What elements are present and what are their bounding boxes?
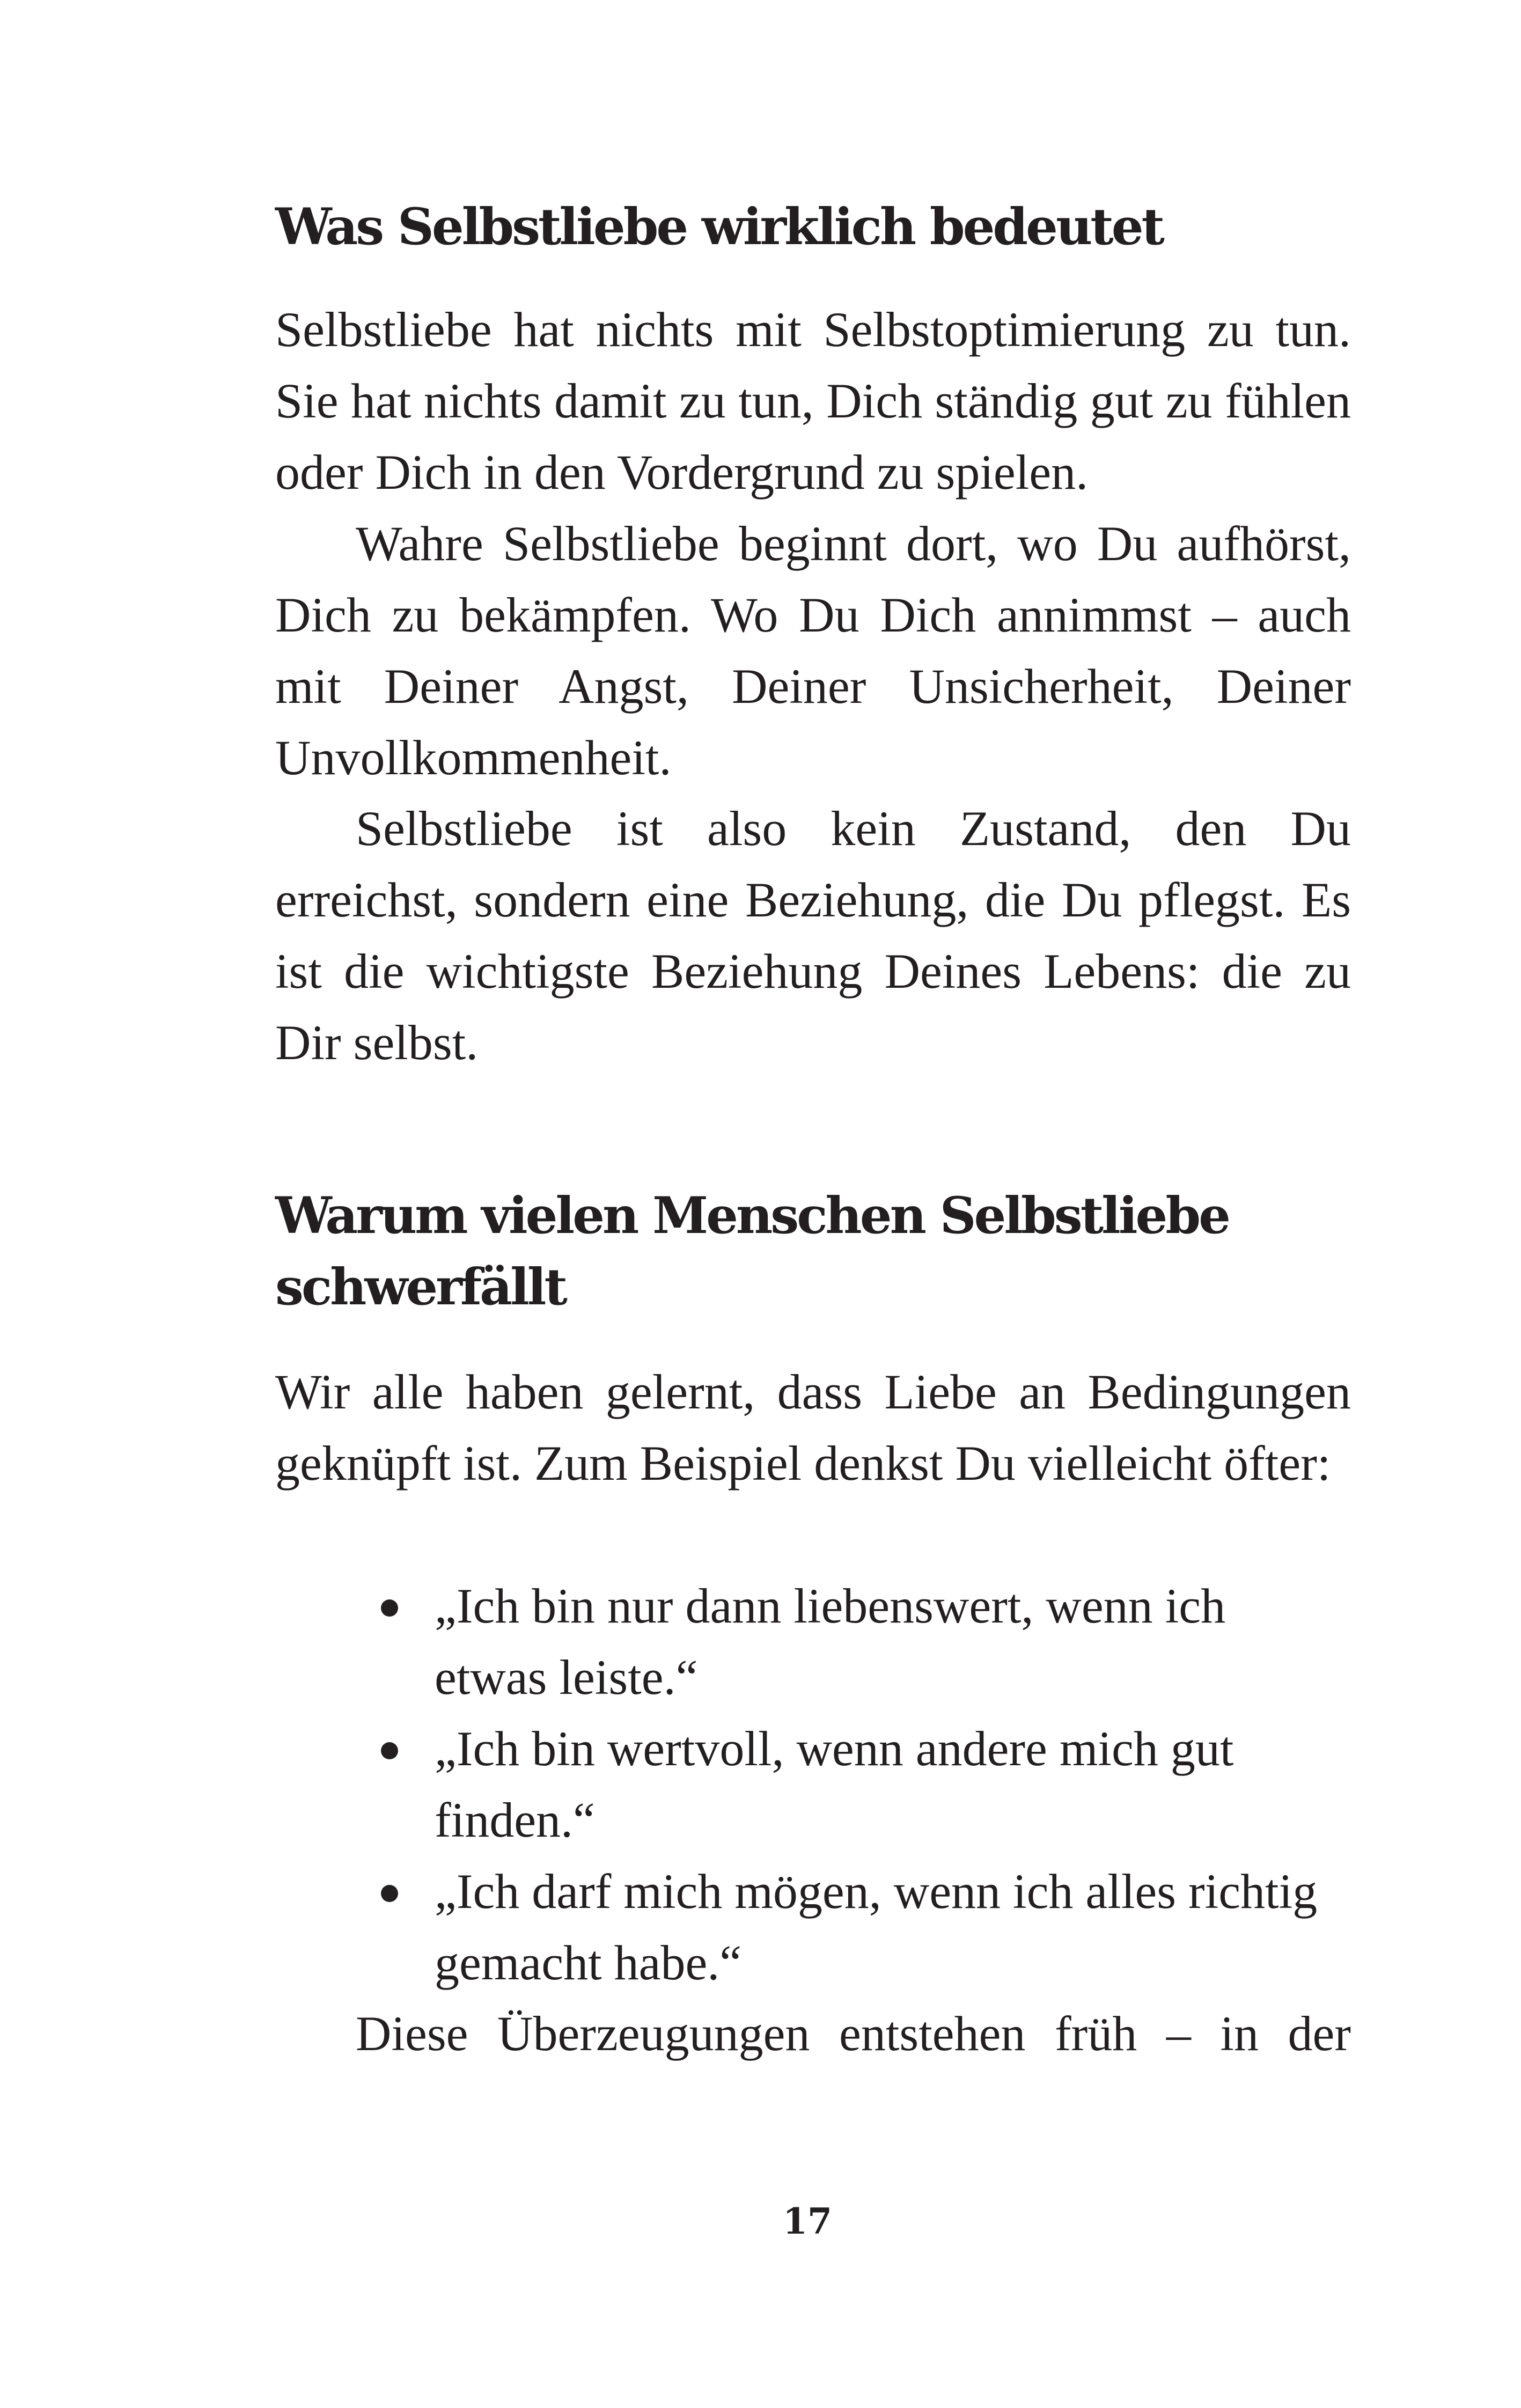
list-item-text: „Ich bin wertvoll, wenn andere mich gut finden.“	[435, 1721, 1234, 1847]
paragraph-3: Selbstliebe ist also kein Zustand, den Du erreichst, sondern eine Beziehung, die Du pflegst. Es ist die wichtigste Beziehung Deines Lebens: die zu Dir selbst.	[275, 801, 1351, 1070]
paragraph-intro: Wir alle haben gelernt, dass Liebe an Bedingungen geknüpft ist. Zum Beispiel denkst Du vielleicht öfter:	[275, 1364, 1351, 1491]
page-number: 17	[783, 2200, 832, 2242]
paragraph-continuation: Diese Überzeugungen entstehen früh – in der	[356, 2006, 1351, 2061]
paragraph-1: Selbstliebe hat nichts mit Selbstoptimierung zu tun. Sie hat nichts damit zu tun, Dich ständig gut zu fühlen oder Dich in den Vordergrund zu spielen.	[275, 302, 1351, 500]
list-item-text: „Ich darf mich mögen, wenn ich alles richtig gemacht habe.“	[435, 1864, 1318, 1990]
section-heading-selbstliebe-bedeutung: Was Selbstliebe wirklich bedeutet	[275, 197, 1163, 256]
list-item	[435, 1570, 1347, 1713]
bullet-icon	[381, 1599, 398, 1617]
bullet-icon	[381, 1742, 398, 1759]
paragraph-2: Wahre Selbstliebe beginnt dort, wo Du aufhörst, Dich zu bekämpfen. Wo Du Dich annimmst – auch mit Deiner Angst, Deiner Unsicherheit, Deiner Unvollkommenheit.	[275, 516, 1351, 785]
list-item	[435, 1856, 1347, 1999]
belief-list	[435, 1570, 1347, 1999]
section-heading-selbstliebe-schwer: Warum vielen Menschen Selbstliebe schwerfällt	[275, 1186, 1229, 1317]
bullet-icon	[381, 1885, 398, 1902]
list-item-text: „Ich bin nur dann liebenswert, wenn ich etwas leiste.“	[435, 1579, 1226, 1705]
list-item	[435, 1713, 1347, 1856]
